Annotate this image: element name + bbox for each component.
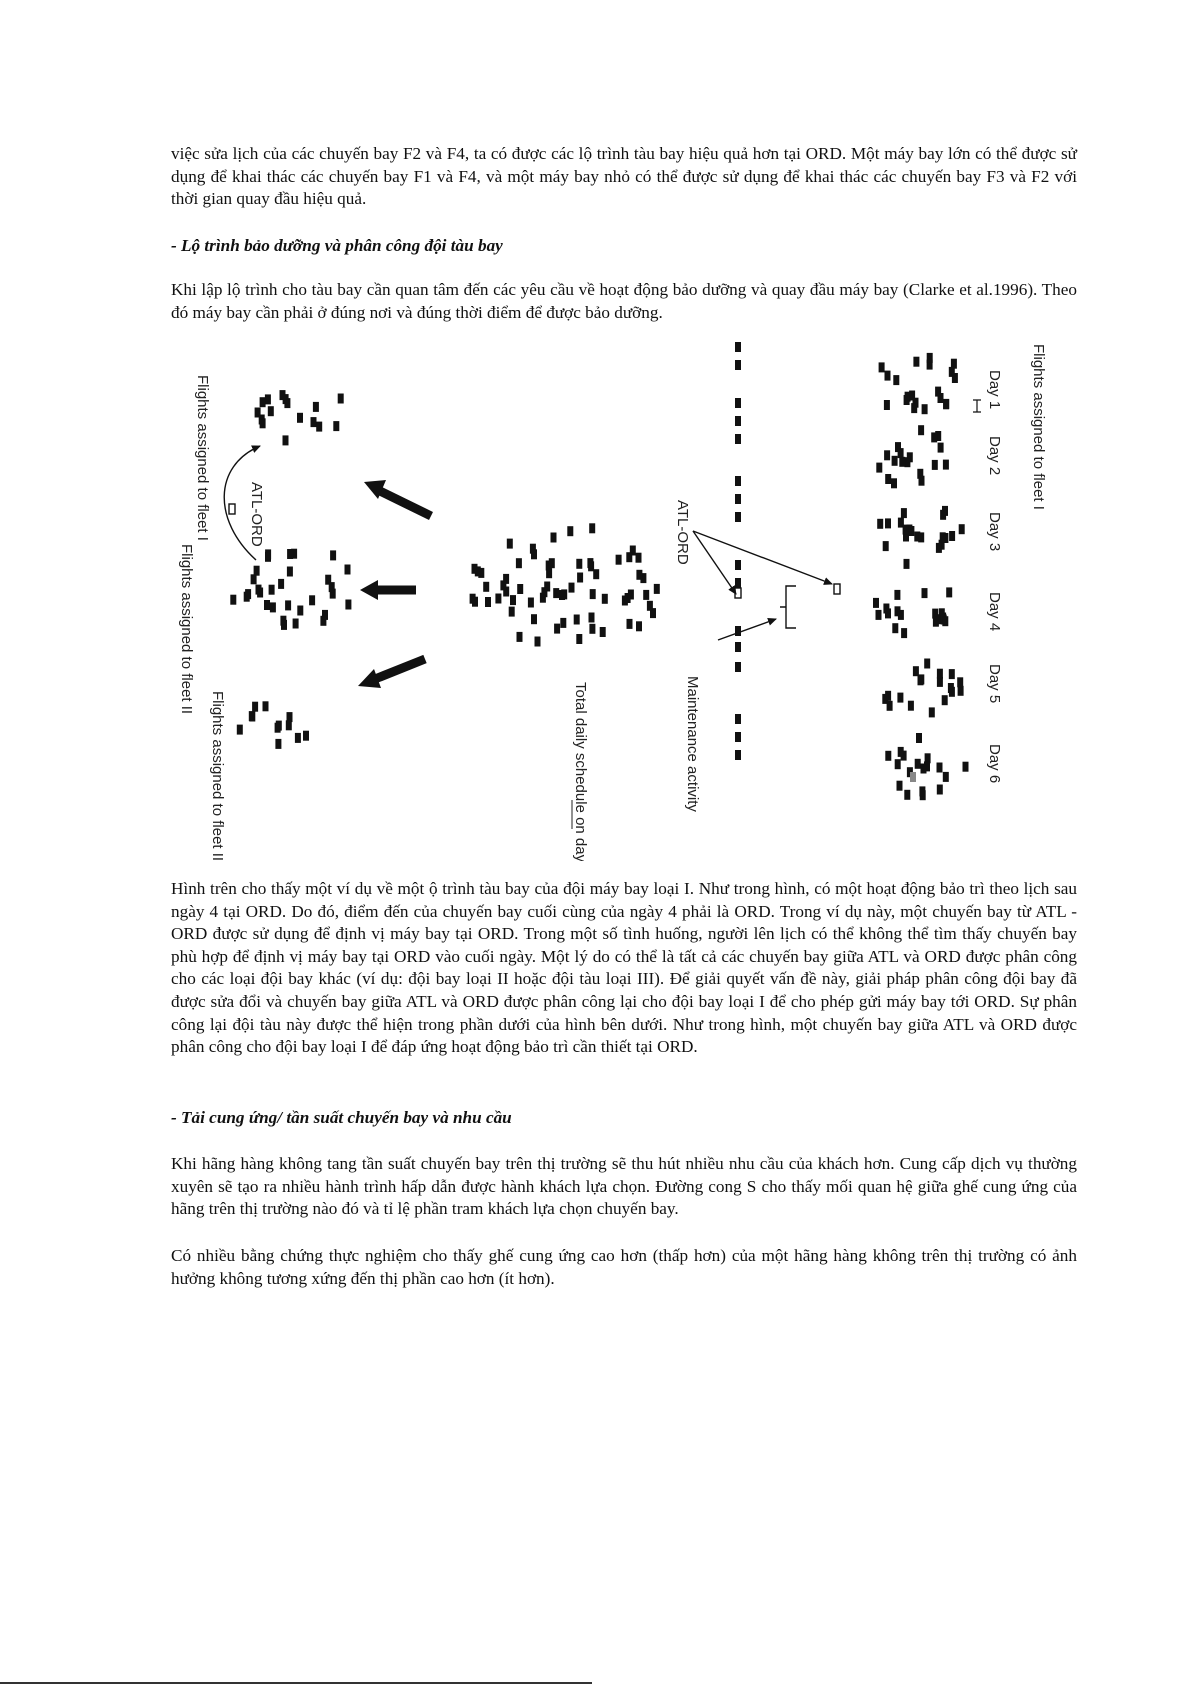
flight-mark [589, 523, 595, 533]
flight-mark [901, 628, 907, 638]
flight-mark [260, 397, 266, 407]
label-fleet-1-right: Flights assigned to fleet I [1030, 344, 1047, 510]
flight-mark [922, 404, 928, 414]
paragraph-intro: việc sửa lịch của các chuyến bay F2 và F4, ta có được các lộ trình tàu bay hiệu quả hơn tại ORD. Một máy bay lớn có thể được sử dụng để khai thác các chuyến bay F1 và F4, và một máy bay nhỏ có thể được sử dụng để khai thác các chuyến bay F3 và F2 với thời gian quay đầu hiệu quả. [171, 144, 1077, 209]
maintenance-bracket [780, 586, 796, 628]
flight-mark [531, 549, 537, 559]
flight-mark [303, 731, 309, 741]
flight-mark [876, 610, 882, 620]
flight-mark [600, 627, 606, 637]
flight-mark [602, 594, 608, 604]
flight-mark [897, 693, 903, 703]
flight-mark [891, 478, 897, 488]
fleet-assignment-figure [168, 336, 1068, 861]
flight-mark [901, 508, 907, 518]
flight-mark [589, 613, 595, 623]
flight-mark [329, 582, 335, 592]
day6-gray-flight-marker [910, 772, 916, 782]
flight-mark [626, 552, 632, 562]
flight-clusters [230, 336, 968, 800]
flight-mark [918, 532, 924, 542]
flight-mark [510, 595, 516, 605]
flight-mark [735, 512, 741, 522]
flight-mark [940, 510, 946, 520]
label-maintenance-activity: Maintenance activity [684, 676, 701, 812]
flight-mark [884, 450, 890, 460]
flight-mark [330, 550, 336, 560]
flight-mark [647, 601, 653, 611]
day-label: Day 4 [986, 592, 1003, 632]
flight-mark [276, 721, 282, 731]
flight-mark [946, 587, 952, 597]
flight-mark [735, 750, 741, 760]
flight-mark [943, 460, 949, 470]
cluster-day-6 [885, 733, 968, 800]
flight-mark [735, 626, 741, 636]
flight-mark [894, 590, 900, 600]
flight-mark [916, 733, 922, 743]
flight-mark [516, 558, 522, 568]
flight-mark [287, 549, 293, 559]
flight-mark [937, 763, 943, 773]
flight-mark [952, 373, 958, 383]
section-heading-supply-frequency: - Tải cung ứng/ tần suất chuyến bay và nhu cầu [171, 1108, 512, 1127]
day-label: Day 5 [986, 664, 1003, 704]
flight-mark [885, 608, 891, 618]
flight-mark [574, 615, 580, 625]
flight-mark [254, 566, 260, 576]
flight-mark [949, 669, 955, 679]
flight-mark [507, 539, 513, 549]
flight-mark [495, 594, 501, 604]
flight-mark [285, 600, 291, 610]
flight-mark [735, 714, 741, 724]
flight-mark [892, 623, 898, 633]
flight-mark [237, 725, 243, 735]
flight-mark [919, 476, 925, 486]
flight-mark [500, 580, 506, 590]
flight-mark [884, 400, 890, 410]
paragraph-empirical-evidence: Có nhiều bằng chứng thực nghiệm cho thấy ghế cung ứng cao hơn (thấp hơn) của một hãng hàng không trên thị trường có ảnh hưởng không tương xứng đến thị phần cao hơn (ít hơn). [171, 1246, 1077, 1288]
flight-mark [735, 662, 741, 672]
label-fleet-1-left: Flights assigned to fleet I [194, 375, 211, 541]
flight-mark [904, 790, 910, 800]
flight-mark [616, 555, 622, 565]
flight-mark [879, 362, 885, 372]
flight-mark [904, 395, 910, 405]
big-arrow-to-fleet-3 [358, 659, 425, 688]
flight-mark [898, 610, 904, 620]
flight-mark [893, 375, 899, 385]
flight-mark [873, 598, 879, 608]
flight-mark [470, 594, 476, 604]
big-arrow-to-fleet-2 [360, 580, 416, 600]
big-arrow-to-fleet-1 [364, 480, 431, 516]
cluster-fleet-2 [230, 549, 351, 630]
flight-mark [316, 422, 322, 432]
atl-ord-flight-marker-left [229, 504, 235, 514]
flight-mark [245, 589, 251, 599]
flight-mark [929, 707, 935, 717]
flight-mark [735, 642, 741, 652]
flight-mark [735, 494, 741, 504]
flight-mark [230, 595, 236, 605]
paragraph-maintenance-routing: Khi lập lộ trình cho tàu bay cần quan tâm đến các yêu cầu về hoạt động bảo dưỡng và quay đầu máy bay (Clarke et al.1996). Theo đó máy bay cần phải ở đúng nơi và đúng thời điểm để được bảo dưỡng. [171, 280, 1077, 322]
flight-mark [286, 720, 292, 730]
flight-mark [554, 624, 560, 634]
flight-mark [922, 588, 928, 598]
flight-mark [942, 695, 948, 705]
flight-mark [897, 781, 903, 791]
flight-mark [943, 399, 949, 409]
flight-mark [260, 418, 266, 428]
section-heading-maintenance-routing: - Lộ trình bảo dưỡng và phân công đội tàu bay [171, 236, 503, 255]
day-label: Day 1 [986, 370, 1003, 410]
day-label: Day 3 [986, 512, 1003, 552]
flight-mark [509, 607, 515, 617]
flight-mark [911, 403, 917, 413]
flight-mark [938, 393, 944, 403]
flight-mark [528, 598, 534, 608]
flight-mark [269, 585, 275, 595]
flight-mark [887, 701, 893, 711]
flight-mark [940, 532, 946, 542]
flight-mark [333, 421, 339, 431]
label-fleet-3: Flights assigned to fleet III [209, 691, 226, 861]
flight-mark [885, 474, 891, 484]
flight-mark [895, 759, 901, 769]
flight-mark [295, 733, 301, 743]
flight-mark [735, 732, 741, 742]
flight-mark [560, 618, 566, 628]
flight-mark [249, 711, 255, 721]
flight-mark [899, 457, 905, 467]
flight-mark [313, 402, 319, 412]
flight-mark [553, 588, 559, 598]
flight-mark [345, 565, 351, 575]
flight-mark [264, 600, 270, 610]
flight-mark [949, 531, 955, 541]
flight-mark [937, 785, 943, 795]
flight-mark [915, 759, 921, 769]
flight-mark [567, 526, 573, 536]
flight-mark [322, 610, 328, 620]
flight-mark [265, 394, 271, 404]
day1-ibeam-marker [973, 400, 981, 412]
cluster-day-2 [876, 425, 949, 488]
flight-mark [541, 587, 547, 597]
flight-mark [338, 394, 344, 404]
flight-mark [904, 559, 910, 569]
flight-mark [280, 390, 286, 400]
flight-mark [957, 677, 963, 687]
flight-mark [938, 443, 944, 453]
flight-mark [531, 614, 537, 624]
day-label: Day 6 [986, 744, 1003, 784]
flight-mark [924, 659, 930, 669]
flight-mark [937, 669, 943, 679]
cluster-fleet-1 [255, 390, 344, 445]
flight-mark [576, 559, 582, 569]
flight-mark [877, 519, 883, 529]
flight-mark [252, 702, 258, 712]
flight-mark [517, 632, 523, 642]
cluster-day-4 [873, 587, 952, 638]
flight-mark [636, 621, 642, 631]
flight-mark [627, 619, 633, 629]
flight-mark [943, 772, 949, 782]
cluster-day-1 [879, 353, 958, 414]
flight-mark [636, 553, 642, 563]
flight-mark [636, 570, 642, 580]
flight-mark [909, 391, 915, 401]
flight-mark [517, 584, 523, 594]
label-fleet-2: Flights assigned to fleet II [178, 544, 195, 715]
flight-mark [549, 558, 555, 568]
flight-mark [913, 357, 919, 367]
flight-mark [883, 541, 889, 551]
flight-mark [345, 600, 351, 610]
flight-mark [885, 518, 891, 528]
maintenance-arrow [718, 619, 776, 640]
flight-mark [628, 590, 634, 600]
flight-mark [485, 597, 491, 607]
atl-ord-pointer-line-2 [693, 531, 832, 584]
flight-mark [898, 747, 904, 757]
flight-mark [281, 620, 287, 630]
flight-mark [924, 761, 930, 771]
flight-mark [942, 616, 948, 626]
flight-mark [643, 590, 649, 600]
flight-mark [251, 574, 257, 584]
flight-mark [287, 567, 293, 577]
flight-mark [927, 353, 933, 363]
flight-mark [283, 435, 289, 445]
flight-mark [293, 619, 299, 629]
flight-mark [735, 476, 741, 486]
flight-mark [297, 413, 303, 423]
flight-mark [892, 456, 898, 466]
cluster-day-3 [877, 506, 965, 569]
flight-mark [735, 360, 741, 370]
flight-mark [270, 602, 276, 612]
flight-mark [885, 751, 891, 761]
flight-mark [735, 578, 741, 588]
flight-mark [936, 543, 942, 553]
label-atl-ord-left: ATL-ORD [248, 482, 265, 547]
flight-mark [735, 560, 741, 570]
flight-mark [268, 406, 274, 416]
flight-mark [311, 417, 317, 427]
flight-mark [590, 589, 596, 599]
flight-mark [913, 666, 919, 676]
flight-mark [589, 624, 595, 634]
label-total-daily-schedule: Total daily schedule on day 4 [572, 682, 589, 861]
flight-mark [918, 674, 924, 684]
flight-mark [735, 434, 741, 444]
flight-mark [919, 786, 925, 796]
atl-ord-pointer-line-1 [693, 531, 736, 594]
flight-mark [278, 579, 284, 589]
flight-mark [903, 525, 909, 535]
atl-ord-flight-marker-right-2 [834, 584, 840, 594]
paragraph-figure-explanation: Hình trên cho thấy một ví dụ về một ộ trình tàu bay của đội máy bay loại I. Như trong hình, có một hoạt động bảo trì theo lịch sau ngày 4 tại ORD. Do đó, điểm đến của chuyến bay cuối cùng của ngày 4 phải là ORD. Trong ví dụ này, một chuyến bay từ ATL - ORD được sử dụng để định vị máy bay tại ORD. Trong một số tình huống, người lên lịch có thể không thể tìm thấy chuyến bay phù hợp để định vị máy bay tại ORD vào cuối ngày. Một lý do có thể là tất cả các chuyến bay giữa ATL và ORD được phân công cho các loại đội bay khác (ví dụ: đội bay loại II hoặc đội tàu loại III). Để giải quyết vấn đề này, giải pháp phân công đội bay đã được sửa đổi và chuyến bay giữa ATL và ORD được phân công lại cho đội bay loại I để cho phép gửi máy bay tới ORD. Sự phân công lại đội tàu này được thể hiện trong phần dưới của hình bên dưới. Như trong hình, một chuyến bay giữa ATL và ORD được phân công cho đội bay loại I để đáp ứng hoạt động bảo trì cần thiết tại ORD. [171, 879, 1077, 1057]
flight-mark [569, 583, 575, 593]
flight-mark [265, 549, 271, 559]
flight-mark [931, 432, 937, 442]
flight-mark [535, 637, 541, 647]
flight-mark [275, 739, 281, 749]
flight-mark [297, 606, 303, 616]
footer-rule [0, 1682, 592, 1684]
flight-mark [907, 452, 913, 462]
flight-mark [577, 573, 583, 583]
flight-mark [932, 460, 938, 470]
cluster-fleet-3 [237, 701, 309, 749]
flight-mark [885, 371, 891, 381]
day-label: Day 2 [986, 436, 1003, 476]
flight-mark [735, 398, 741, 408]
flight-mark [483, 582, 489, 592]
cluster-total-day-4 [470, 523, 660, 646]
flight-mark [876, 463, 882, 473]
flight-mark [898, 448, 904, 458]
flight-mark [735, 342, 741, 352]
cluster-day-5 [882, 659, 963, 718]
flight-mark [256, 585, 262, 595]
flight-mark [309, 595, 315, 605]
label-atl-ord-right: ATL-ORD [674, 500, 691, 565]
flight-mark [559, 590, 565, 600]
flight-mark [949, 687, 955, 697]
flight-mark [587, 558, 593, 568]
flight-mark [551, 533, 557, 543]
flight-mark [963, 762, 969, 772]
flight-mark [654, 584, 660, 594]
flight-mark [735, 416, 741, 426]
flight-mark [593, 569, 599, 579]
paragraph-supply-frequency: Khi hãng hàng không tang tần suất chuyến bay trên thị trường sẽ thu hút nhiều nhu cầu của khách hơn. Cung cấp dịch vụ thường xuyên sẽ tạo ra nhiều hành trình hấp dẫn được hành khách lựa chọn. Đường cong S cho thấy mối quan hệ giữa ghế cung ứng của hãng trên thị trường nào đó và tỉ lệ phần tram khách lựa chọn chuyến bay. [171, 1154, 1077, 1219]
flight-mark [472, 564, 478, 574]
flight-mark [918, 425, 924, 435]
flight-mark [908, 701, 914, 711]
flight-mark [576, 634, 582, 644]
flight-mark [263, 701, 269, 711]
flight-mark [959, 524, 965, 534]
flight-mark [908, 526, 914, 536]
